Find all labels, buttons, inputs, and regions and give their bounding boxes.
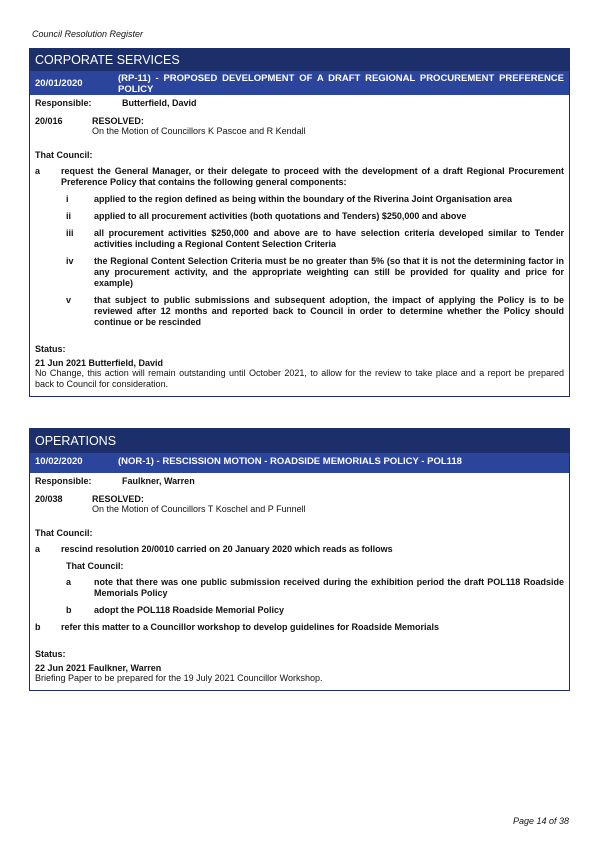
section-title: CORPORATE SERVICES [30, 49, 569, 71]
item-header-bar [30, 453, 569, 473]
list-item [30, 166, 569, 188]
item-title: (RP-11) - PROPOSED DEVELOPMENT OF A DRAFT REGIONAL PROCUREMENT PREFERENCE POLICY [118, 73, 564, 95]
sub-item-text: adopt the POL118 Roadside Memorial Policy [94, 605, 285, 615]
list-item [30, 622, 569, 633]
register-title: Council Resolution Register [32, 29, 144, 39]
responsible-row [30, 98, 569, 108]
sub-item-text: the Regional Content Selection Criteria must be no greater than 5% (so that it is not the determining factor in any procurement activity, and the appropriate weighting can still be provided for quality and price for example) [94, 256, 564, 288]
responsible-label: Responsible: [35, 98, 92, 108]
resolution-number: 20/016 [35, 116, 63, 126]
sub-item-marker: b [66, 605, 72, 615]
section-operations [29, 428, 570, 691]
status-date: 22 Jun 2021 Faulkner, Warren [35, 663, 162, 673]
motion-text: On the Motion of Councillors T Koschel and P Funnell [92, 504, 306, 514]
sub-item-marker: ii [66, 211, 72, 221]
responsible-name: Faulkner, Warren [122, 476, 195, 486]
sub-item [30, 211, 569, 222]
list-item-marker: b [35, 622, 41, 632]
sub-item-text: note that there was one public submission received during the exhibition period the draft POL118 Roadside Memorials Policy [94, 577, 564, 598]
that-council-label: That Council: [35, 528, 93, 538]
sub-item-text: applied to the region defined as being within the boundary of the Riverina Joint Organisation area [94, 194, 513, 204]
item-title: (NOR-1) - RESCISSION MOTION - ROADSIDE MEMORIALS POLICY - POL118 [118, 456, 462, 467]
resolved-label: RESOLVED: [92, 494, 144, 504]
sub-item [30, 605, 569, 616]
page-number: Page 14 of 38 [512, 816, 569, 826]
list-item-text: request the General Manager, or their delegate to proceed with the development of a draft Regional Procurement Preference Policy that contains the following general components: [61, 166, 564, 187]
sub-item-marker: v [66, 295, 72, 305]
sub-item [30, 194, 569, 205]
list-item [30, 544, 569, 555]
resolved-label: RESOLVED: [92, 116, 144, 126]
status-text: No Change, this action will remain outstanding until October 2021, to allow for the review to take place and a report be prepared back to Council for consideration. [35, 368, 564, 389]
item-date: 20/01/2020 [35, 78, 83, 89]
section-title: OPERATIONS [30, 429, 569, 453]
sub-item [30, 577, 569, 599]
that-council-label: That Council: [35, 150, 93, 160]
sub-item-marker: iii [66, 228, 74, 238]
sub-item [30, 228, 569, 250]
sub-item-text: that subject to public submissions and subsequent adoption, the impact of applying the Policy is to be reviewed after 12 months and reported back to Council in order to determine whether the Policy should continue or be rescinded [94, 295, 564, 327]
sub-item-text: all procurement activities $250,000 and above are to have selection criteria developed similar to Tender activities including a Regional Content Selection Criteria [94, 228, 564, 249]
list-item-marker: a [35, 166, 41, 176]
sub-item [30, 295, 569, 328]
sub-item-marker: a [66, 577, 72, 587]
motion-text: On the Motion of Councillors K Pascoe and R Kendall [92, 126, 306, 136]
resolution-row [30, 494, 569, 514]
list-item-marker: a [35, 544, 41, 554]
responsible-row [30, 476, 569, 486]
responsible-name: Butterfield, David [122, 98, 197, 108]
item-header-bar [30, 71, 569, 95]
list-item-text: rescind resolution 20/0010 carried on 20 January 2020 which reads as follows [61, 544, 393, 554]
sub-item [30, 256, 569, 289]
resolution-row [30, 116, 569, 136]
sub-item-marker: i [66, 194, 69, 204]
sub-item-text: applied to all procurement activities (both quotations and Tenders) $250,000 and above [94, 211, 467, 221]
status-label: Status: [35, 649, 66, 659]
item-date: 10/02/2020 [35, 456, 83, 467]
status-label: Status: [35, 344, 66, 354]
status-date: 21 Jun 2021 Butterfield, David [35, 358, 164, 368]
resolution-number: 20/038 [35, 494, 63, 504]
list-item-text: refer this matter to a Councillor workshop to develop guidelines for Roadside Memorials [61, 622, 440, 632]
responsible-label: Responsible: [35, 476, 92, 486]
inner-that-council-label: That Council: [66, 561, 124, 571]
sub-item-marker: iv [66, 256, 74, 266]
section-corporate-services [29, 48, 570, 397]
status-text: Briefing Paper to be prepared for the 19 July 2021 Councillor Workshop. [35, 673, 323, 683]
